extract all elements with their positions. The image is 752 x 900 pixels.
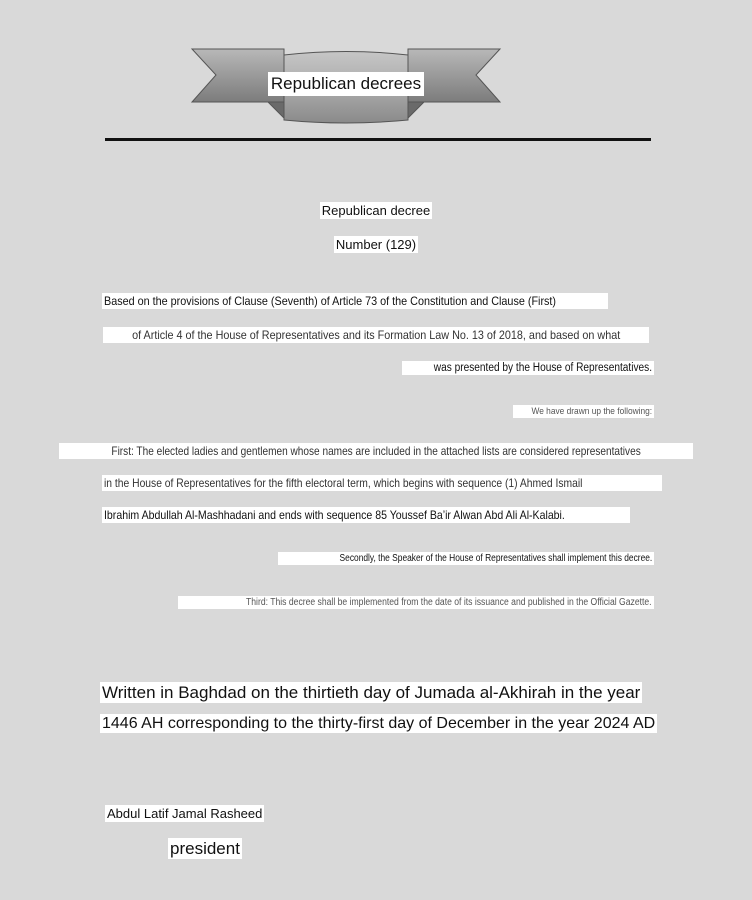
decree-number-row bbox=[0, 236, 752, 254]
preamble-line-1-row bbox=[102, 292, 608, 310]
second-clause: Secondly, the Speaker of the House of Representatives shall implement this decree. bbox=[278, 552, 654, 565]
first-line-3-row bbox=[102, 506, 630, 524]
third-clause-row bbox=[0, 592, 654, 610]
preamble-line-2: of Article 4 of the House of Representatives and its Formation Law No. 13 of 2018, and based on what bbox=[103, 327, 649, 343]
preamble-line-2-row bbox=[0, 326, 752, 344]
dateline-line-1-row bbox=[100, 683, 642, 703]
header-divider bbox=[105, 138, 651, 141]
drawn-up-text: We have drawn up the following: bbox=[513, 405, 654, 418]
dateline-line-2-row bbox=[100, 715, 657, 733]
drawn-up-row bbox=[0, 401, 654, 419]
decree-heading: Republican decree bbox=[321, 203, 431, 218]
signatory-title-row bbox=[168, 839, 242, 859]
banner-title-wrap bbox=[190, 46, 502, 126]
dateline-line-1: Written in Baghdad on the thirtieth day of Jumada al-Akhirah in the year bbox=[102, 683, 641, 702]
signatory-title: president bbox=[170, 839, 240, 858]
decree-heading-row bbox=[0, 202, 752, 220]
preamble-line-1: Based on the provisions of Clause (Seventh) of Article 73 of the Constitution and Clause (First) bbox=[102, 293, 608, 309]
preamble-line-3: was presented by the House of Representatives. bbox=[402, 361, 654, 375]
preamble-line-3-row bbox=[0, 358, 654, 376]
signatory-name: Abdul Latif Jamal Rasheed bbox=[107, 806, 263, 821]
dateline-line-2: 1446 AH corresponding to the thirty-first day of December in the year 2024 AD bbox=[102, 715, 656, 732]
second-clause-row bbox=[0, 548, 654, 566]
first-line-1-row bbox=[0, 442, 752, 460]
header-banner bbox=[190, 46, 502, 126]
first-line-3: Ibrahim Abdullah Al-Mashhadani and ends with sequence 85 Youssef Ba’ir Alwan Abd Ali Al-Kalabi. bbox=[102, 507, 630, 523]
first-line-1: First: The elected ladies and gentlemen whose names are included in the attached lists are considered representatives bbox=[59, 443, 693, 459]
first-line-2: in the House of Representatives for the fifth electoral term, which begins with sequence (1) Ahmed Ismail bbox=[102, 475, 662, 491]
decree-number: Number (129) bbox=[335, 237, 417, 252]
third-clause: Third: This decree shall be implemented from the date of its issuance and published in the Official Gazette. bbox=[178, 596, 654, 609]
first-line-2-row bbox=[102, 474, 662, 492]
signatory-name-row bbox=[105, 805, 264, 823]
banner-title: Republican decrees bbox=[268, 72, 424, 96]
